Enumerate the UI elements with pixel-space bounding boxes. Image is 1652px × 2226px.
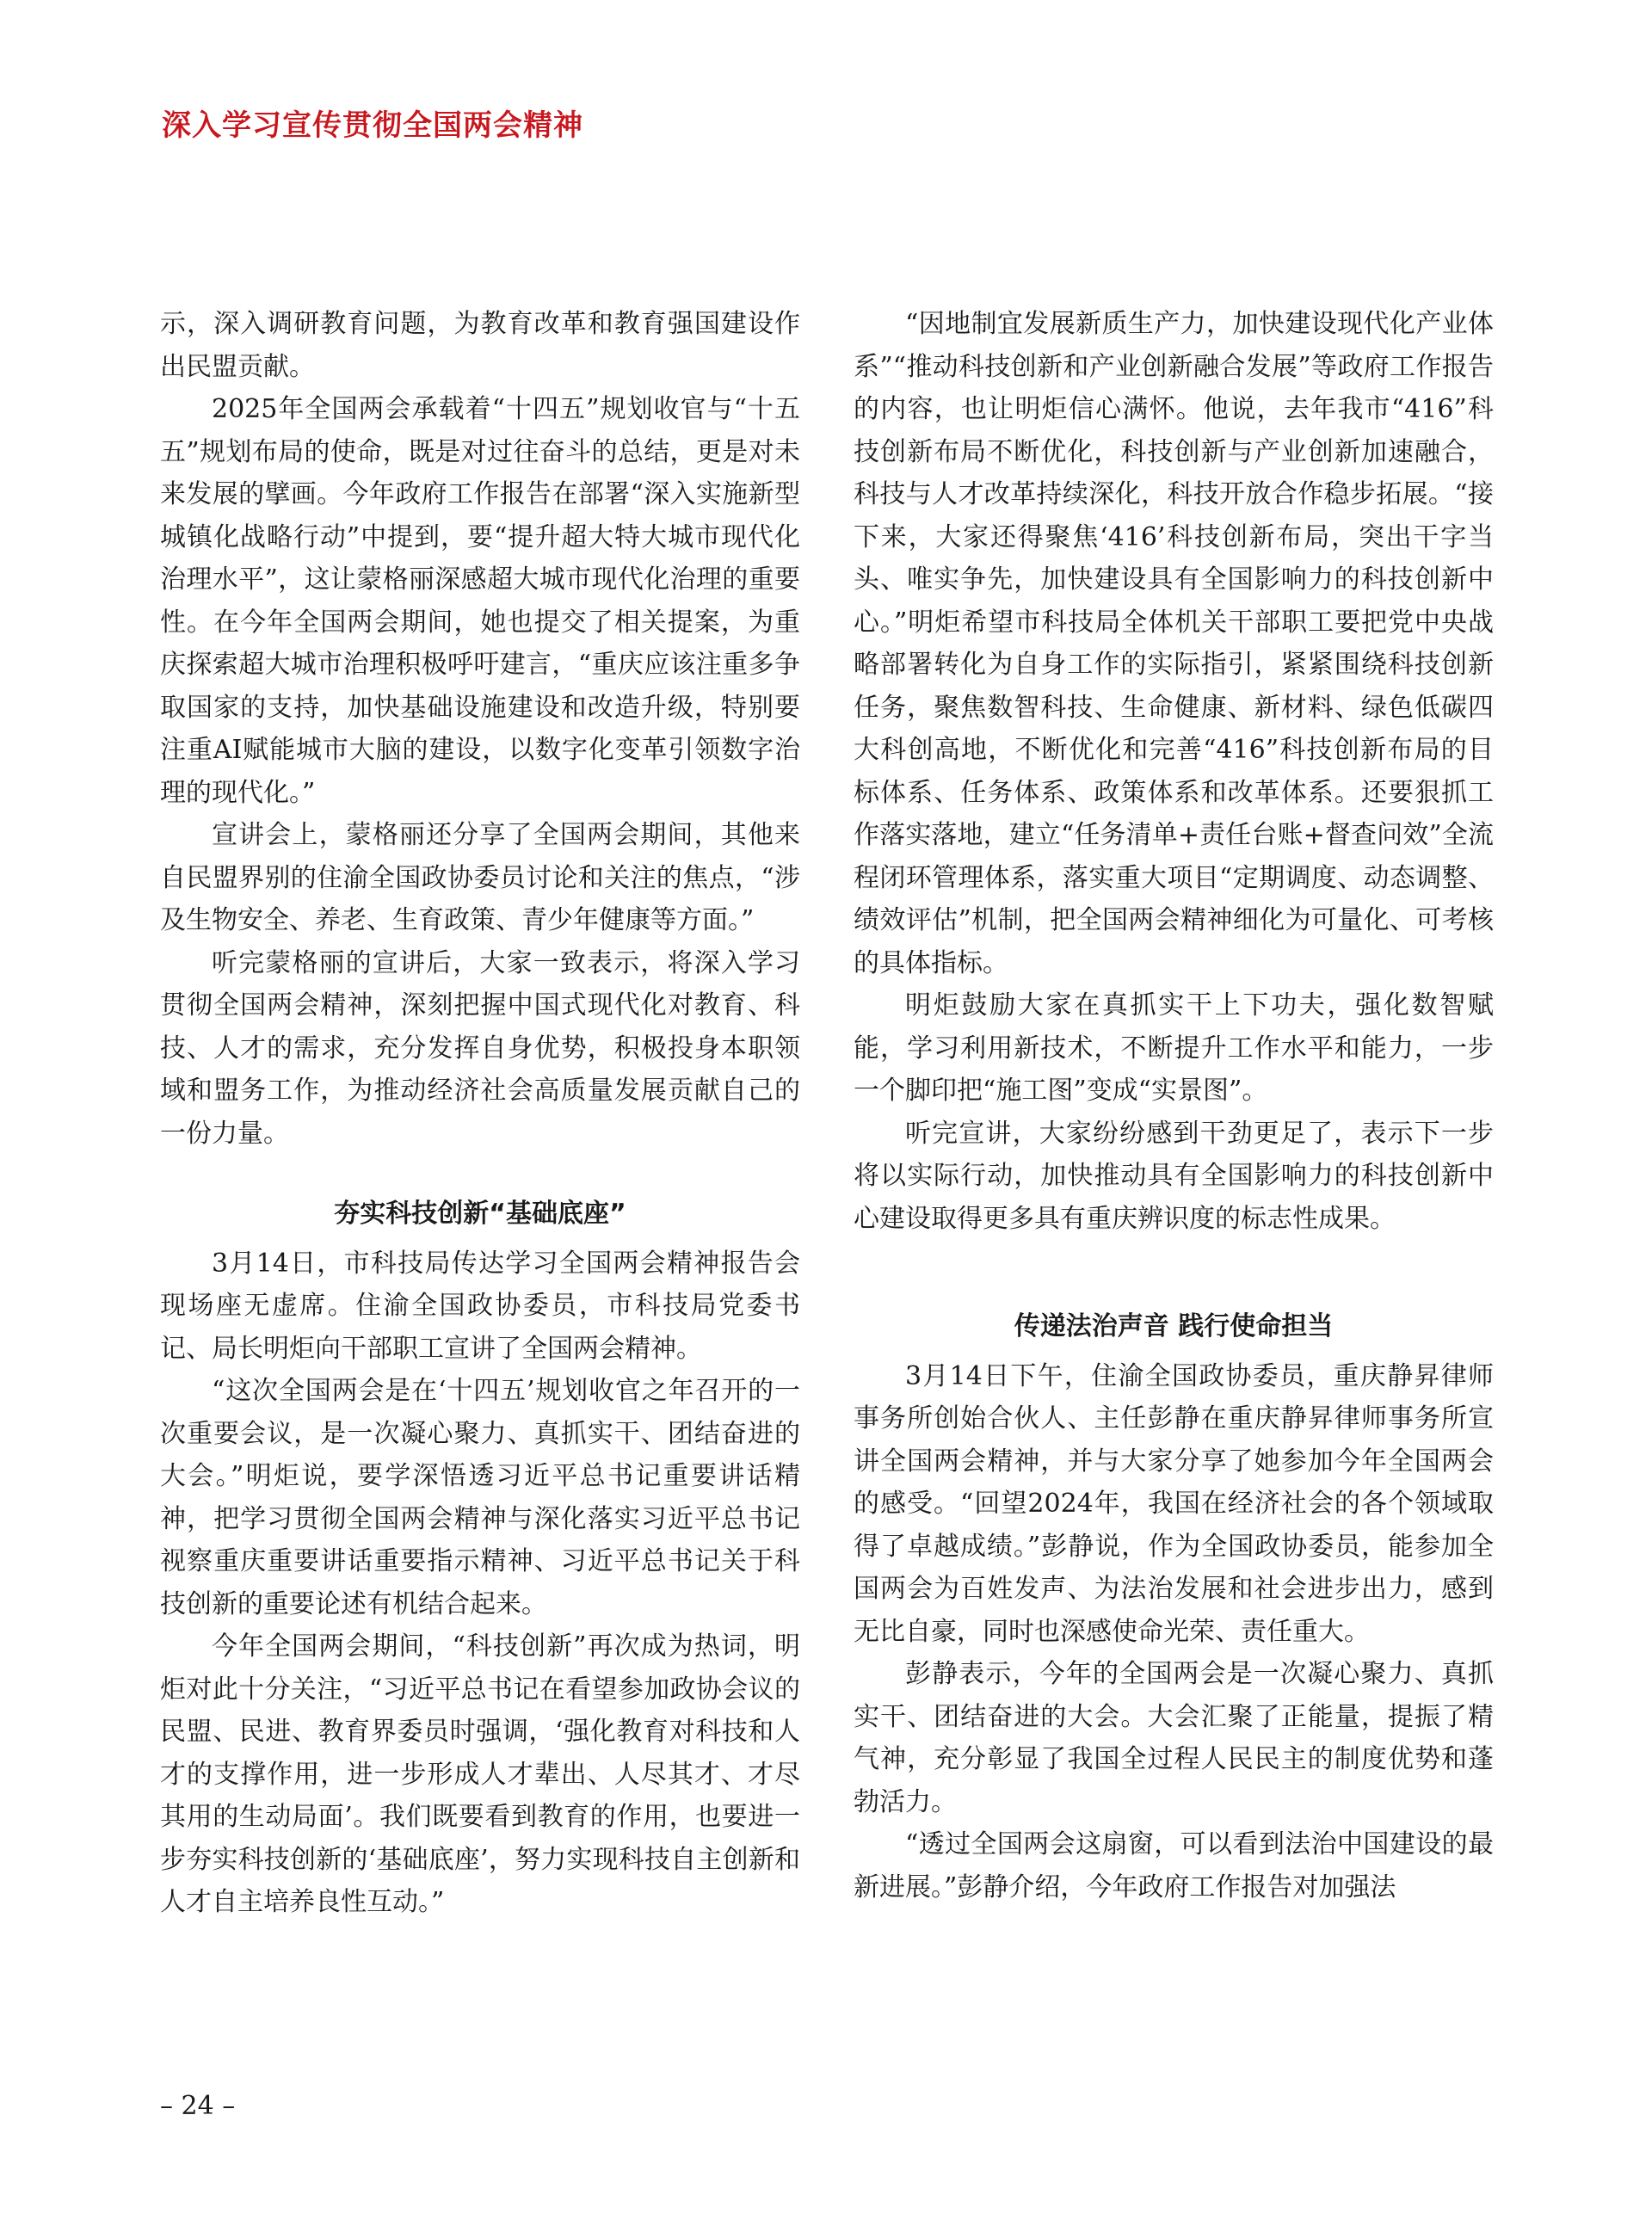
section-heading: 夯实科技创新“基础底座” — [334, 1199, 626, 1229]
page-number: – 24 – — [160, 2091, 236, 2121]
paragraph: 宣讲会上，蒙格丽还分享了全国两会期间，其他来自民盟界别的住渝全国政协委员讨论和关注的焦点，“涉及生物安全、养老、生育政策、青少年健康等方面。” — [160, 820, 800, 935]
paragraph: 3月14日下午，住渝全国政协委员，重庆静昇律师事务所创始合伙人、主任彭静在重庆静昇律师事务所宣讲全国两会精神，并与大家分享了她参加今年全国两会的感受。“回望2024年，我国在经济社会的各个领域取得了卓越成绩。”彭静说，作为全国政协委员，能参加全国两会为百姓发声、为法治发展和社会进步出力，感到无比自豪，同时也深感使命光荣、责任重大。 — [854, 1360, 1494, 1647]
paragraph: 听完宣讲，大家纷纷感到干劲更足了，表示下一步将以实际行动，加快推动具有全国影响力的科技创新中心建设取得更多具有重庆辨识度的标志性成果。 — [854, 1118, 1494, 1234]
paragraph: 今年全国两会期间，“科技创新”再次成为热词，明炬对此十分关注，“习近平总书记在看望参加政协会议的民盟、民进、教育界委员时强调，‘强化教育对科技和人才的支撑作用，进一步形成人才辈出、人尽其才、才尽其用的生动局面’。我们既要看到教育的作用，也要进一步夯实科技创新的‘基础底座’，努力实现科技自主创新和人才自主培养良性互动。” — [160, 1631, 800, 1917]
paragraph: 2025年全国两会承载着“十四五”规划收官与“十五五”规划布局的使命，既是对过往奋斗的总结，更是对未来发展的擘画。今年政府工作报告在部署“深入实施新型城镇化战略行动”中提到，要“提升超大特大城市现代化治理水平”，这让蒙格丽深感超大城市现代化治理的重要性。在今年全国两会期间，她也提交了相关提案，为重庆探索超大城市治理积极呼吁建言，“重庆应该注重多争取国家的支持，加快基础设施建设和改造升级，特别要注重AI赋能城市大脑的建设，以数字化变革引领数字治理的现代化。” — [160, 394, 800, 808]
paragraph: 明炬鼓励大家在真抓实干上下功夫，强化数智赋能，学习利用新技术，不断提升工作水平和能力，一步一个脚印把“施工图”变成“实景图”。 — [854, 990, 1494, 1106]
paragraph: 彭静表示，今年的全国两会是一次凝心聚力、真抓实干、团结奋进的大会。大会汇聚了正能量，提振了精气神，充分彰显了我国全过程人民民主的制度优势和蓬勃活力。 — [854, 1659, 1494, 1817]
paragraph: “因地制宜发展新质生产力，加快建设现代化产业体系”“推动科技创新和产业创新融合发展”等政府工作报告的内容，也让明炬信心满怀。他说，去年我市“416”科技创新布局不断优化，科技创新与产业创新加速融合，科技与人才改革持续深化，科技开放合作稳步拓展。“接下来，大家还得聚焦‘416’科技创新布局，突出干字当头、唯实争先，加快建设具有全国影响力的科技创新中心。”明炬希望市科技局全体机关干部职工要把党中央战略部署转化为自身工作的实际指引，紧紧围绕科技创新任务，聚焦数智科技、生命健康、新材料、绿色低碳四大科创高地，不断优化和完善“416”科技创新布局的目标体系、任务体系、政策体系和改革体系。还要狠抓工作落实落地，建立“任务清单+责任台账+督查问效”全流程闭环管理体系，落实重大项目“定期调度、动态调整、绩效评估”机制，把全国两会精神细化为可量化、可考核的具体指标。 — [854, 309, 1494, 978]
paragraph: “这次全国两会是在‘十四五’规划收官之年召开的一次重要会议，是一次凝心聚力、真抓实干、团结奋进的大会。”明炬说，要学深悟透习近平总书记重要讲话精神，把学习贯彻全国两会精神与深化落实习近平总书记视察重庆重要讲话重要指示精神、习近平总书记关于科技创新的重要论述有机结合起来。 — [160, 1376, 800, 1619]
paragraph: 示，深入调研教育问题，为教育改革和教育强国建设作出民盟贡献。 — [160, 309, 800, 382]
paragraph: 3月14日，市科技局传达学习全国两会精神报告会现场座无虚席。住渝全国政协委员，市科技局党委书记、局长明炬向干部职工宣讲了全国两会精神。 — [160, 1248, 800, 1364]
left-column — [160, 303, 800, 1924]
paragraph: 听完蒙格丽的宣讲后，大家一致表示，将深入学习贯彻全国两会精神，深刻把握中国式现代化对教育、科技、人才的需求，充分发挥自身优势，积极投身本职领域和盟务工作，为推动经济社会高质量发展贡献自己的一份力量。 — [160, 947, 800, 1149]
section-heading: 传递法治声音 践行使命担当 — [1014, 1311, 1334, 1341]
paragraph: “透过全国两会这扇窗，可以看到法治中国建设的最新进展。”彭静介绍，今年政府工作报告对加强法 — [854, 1829, 1494, 1902]
right-column — [854, 303, 1494, 1908]
running-title: 深入学习宣传贯彻全国两会精神 — [162, 108, 583, 143]
